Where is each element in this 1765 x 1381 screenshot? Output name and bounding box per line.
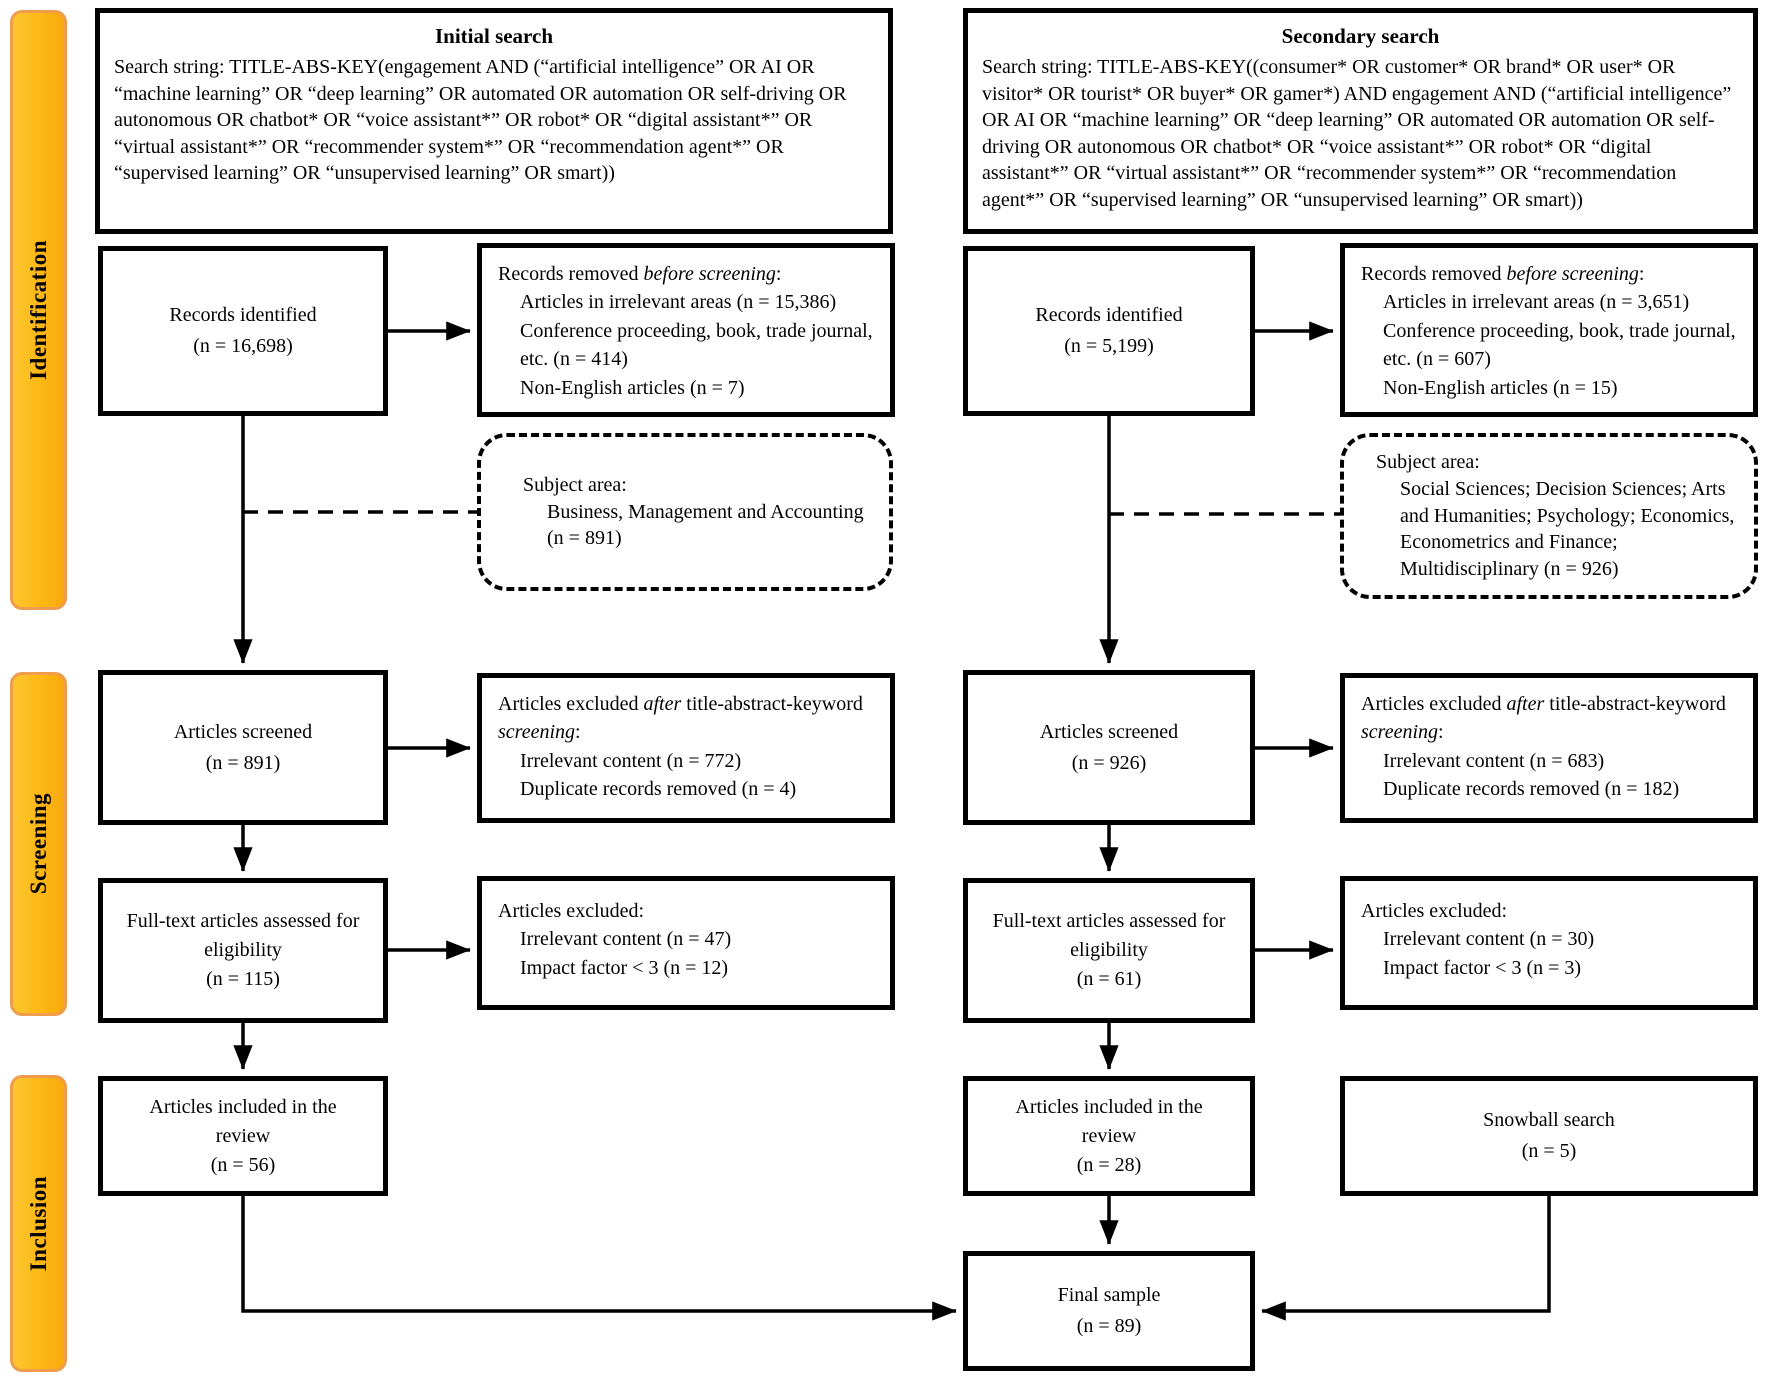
excluded-fulltext-item: Impact factor < 3 (n = 12) [520,956,729,979]
excluded-fulltext-item: Impact factor < 3 (n = 3) [1383,956,1582,979]
arrow-snowball-to-final [1262,1196,1549,1311]
fulltext-count-initial: (n = 115) [206,968,280,990]
records-removed-header-initial: Records removed before screening: [498,263,782,285]
excluded-screening-header-secondary: Articles excluded after title-abstract-keyword screening: [1361,693,1726,744]
records-removed-box-initial [477,243,895,417]
records-removed-item: Non-English articles (n = 15) [1383,376,1618,399]
stage-inclusion-label: Inclusion [25,1175,51,1272]
subject-area-header-initial: Subject area: [523,473,627,496]
final-sample-label: Final sample [1057,1284,1161,1306]
initial-search-string: Search string: TITLE-ABS-KEY(engagement AND (“artificial intelligence” OR AI OR “machine learning” OR “deep learning” OR automated OR automation OR self-driving OR autonomous OR chatbot* OR “voice assistant*” OR robot* OR “digital assistant*” OR “virtual assistant*” OR “recommender system*” OR “recommendation agent*” OR “supervised learning” OR “unsupervised learning” OR smart)) [114,55,847,185]
articles-screened-box-secondary [963,670,1255,825]
excluded-fulltext-item: Irrelevant content (n = 30) [1383,928,1595,951]
excluded-fulltext-header-secondary: Articles excluded: [1361,900,1508,922]
records-identified-count-initial: (n = 16,698) [193,335,293,357]
excluded-screening-item: Duplicate records removed (n = 182) [1383,778,1680,801]
articles-screened-box-initial [98,670,388,825]
records-removed-item: Non-English articles (n = 7) [520,376,745,399]
excluded-screening-box-secondary [1340,673,1758,823]
fulltext-box-secondary [963,878,1255,1023]
subject-area-box-initial [477,433,893,591]
fulltext-box-initial [98,878,388,1023]
secondary-search-string: Search string: TITLE-ABS-KEY((consumer* OR customer* OR brand* OR user* OR visitor* OR tourist* OR buyer* OR gamer*) AND engagement AND (“artificial intelligence” OR AI OR “machine learning” OR “deep learning” OR automated OR automation OR self-driving OR autonomous OR chatbot* OR “voice assistant*” OR robot* OR “digital assistant*” OR “virtual assistant*” OR “recommender system*” OR “recommendation agent*” OR “supervised learning” OR “unsupervised learning” OR smart)) [982,55,1732,211]
records-identified-label-initial: Records identified [169,304,317,326]
subject-area-box-secondary [1340,433,1758,599]
excluded-fulltext-header-initial: Articles excluded: [498,900,645,922]
included-count-secondary: (n = 28) [1076,1153,1142,1176]
stage-identification [10,10,67,610]
records-removed-item: Articles in irrelevant areas (n = 15,386) [520,291,837,314]
records-identified-count-secondary: (n = 5,199) [1064,335,1154,357]
subject-area-item: Social Sciences; Decision Sciences; Arts and Humanities; Psychology; Economics, Econometrics and Finance; Multidisciplinary (n = 926) [1400,477,1735,581]
initial-search-box [95,8,893,234]
excluded-screening-item: Duplicate records removed (n = 4) [520,778,797,801]
records-identified-box-secondary [963,246,1255,416]
final-sample-box [963,1251,1255,1371]
articles-screened-count-initial: (n = 891) [205,751,281,774]
fulltext-count-secondary: (n = 61) [1076,968,1142,990]
records-identified-label-secondary: Records identified [1035,304,1183,326]
excluded-screening-header-initial: Articles excluded after title-abstract-keyword screening: [498,693,863,744]
subject-area-item: Business, Management and Accounting (n = 891) [547,500,864,550]
records-removed-header-secondary: Records removed before screening: [1361,263,1645,285]
articles-screened-label-secondary: Articles screened [1039,720,1179,743]
included-label-secondary: Articles included in the review [1015,1095,1203,1147]
records-removed-box-secondary [1340,243,1758,417]
excluded-screening-item: Irrelevant content (n = 772) [520,749,742,772]
arrow-included1-to-final [243,1196,956,1311]
records-identified-box-initial [98,246,388,416]
snowball-label: Snowball search [1483,1109,1615,1131]
records-removed-item: Articles in irrelevant areas (n = 3,651) [1383,291,1690,314]
snowball-search-box [1340,1076,1758,1196]
initial-search-title: Initial search [434,24,554,48]
included-box-secondary [963,1076,1255,1196]
records-removed-item: Conference proceeding, book, trade journal, etc. (n = 607) [1383,319,1736,371]
excluded-screening-box-initial [477,673,895,823]
snowball-count: (n = 5) [1521,1140,1577,1162]
articles-screened-count-secondary: (n = 926) [1071,751,1147,774]
included-box-initial [98,1076,388,1196]
articles-screened-label-initial: Articles screened [173,720,313,743]
excluded-fulltext-box-initial [477,876,895,1010]
stage-screening [10,672,67,1016]
fulltext-label-initial: Full-text articles assessed for eligibility [126,910,360,961]
stage-identification-label: Identification [25,240,51,380]
secondary-search-title: Secondary search [1281,24,1440,48]
included-label-initial: Articles included in the review [149,1095,337,1147]
excluded-fulltext-item: Irrelevant content (n = 47) [520,928,732,951]
final-sample-count: (n = 89) [1076,1315,1142,1337]
records-removed-item: Conference proceeding, book, trade journal, etc. (n = 414) [520,319,873,371]
stage-screening-label: Screening [25,793,51,895]
secondary-search-box [963,8,1758,234]
subject-area-header-secondary: Subject area: [1376,451,1480,473]
fulltext-label-secondary: Full-text articles assessed for eligibility [992,910,1226,961]
excluded-screening-item: Irrelevant content (n = 683) [1383,749,1605,772]
included-count-initial: (n = 56) [210,1153,276,1176]
excluded-fulltext-box-secondary [1340,876,1758,1010]
stage-inclusion [10,1075,67,1372]
